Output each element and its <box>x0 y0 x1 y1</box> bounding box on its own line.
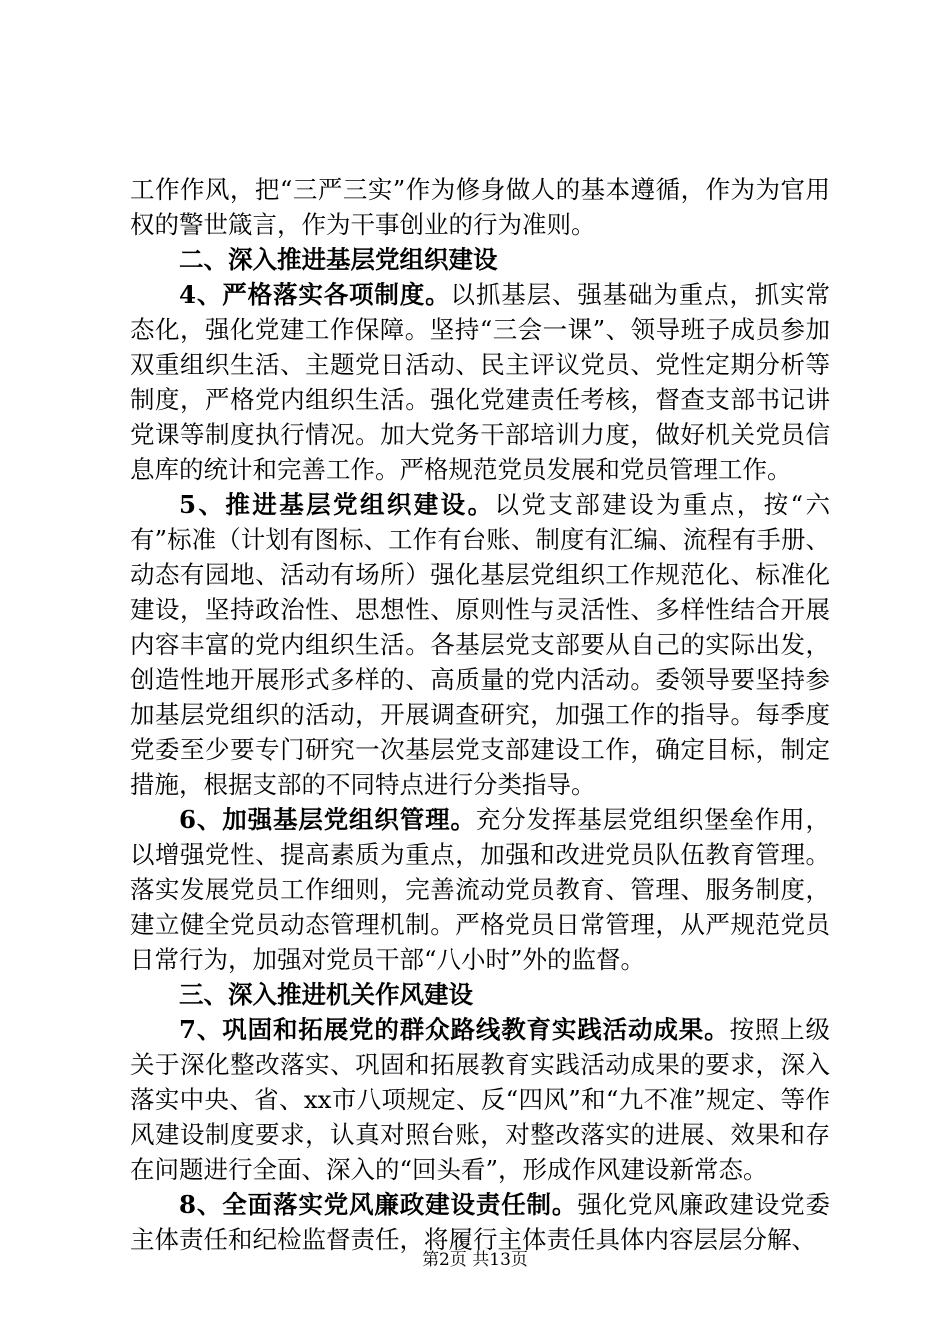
item-lead: 4、严格落实各项制度。 <box>179 280 451 309</box>
paragraph-continuation <box>130 172 830 242</box>
paragraph-text: 强化党风廉政建设党委主体责任和纪检监督责任，将履行主体责任具体内容层层分解、 <box>130 1190 831 1254</box>
section-heading-3 <box>130 977 830 1012</box>
item-lead: 6、加强基层党组织管理。 <box>179 805 476 834</box>
document-body <box>130 172 830 1257</box>
paragraph-item-7 <box>130 1012 830 1187</box>
paragraph-text: 充分发挥基层党组织堡垒作用，以增强党性、提高素质为重点，加强和改进党员队伍教育管理。落实发展党员工作细则，完善流动党员教育、管理、服务制度，建立健全党员动态管理机制。严格党员日常管理，从严规范党员日常行为，加强对党员干部“八小时”外的监督。 <box>130 805 830 974</box>
item-lead: 7、巩固和拓展党的群众路线教育实践活动成果。 <box>179 1015 730 1044</box>
paragraph-item-5 <box>130 487 830 802</box>
heading-text: 二、深入推进基层党组织建设 <box>179 245 498 274</box>
paragraph-text: 工作作风，把“三严三实”作为修身做人的基本遵循，作为为官用权的警世箴言，作为干事创业的行为准则。 <box>130 175 830 239</box>
paragraph-item-4 <box>130 277 830 487</box>
item-lead: 8、全面落实党风廉政建设责任制。 <box>179 1190 578 1219</box>
page-footer: 第2页 共13页 <box>422 1250 528 1270</box>
paragraph-text: 以党支部建设为重点，按“六有”标准（计划有图标、工作有台账、制度有汇编、流程有手册、动态有园地、活动有场所）强化基层党组织工作规范化、标准化建设，坚持政治性、思想性、原则性与灵活性、多样性结合开展内容丰富的党内组织生活。各基层党支部要从自己的实际出发，创造性地开展形式多样的、高质量的党内活动。委领导要坚持参加基层党组织的活动，开展调查研究，加强工作的指导。每季度党委至少要专门研究一次基层党支部建设工作，确定目标，制定措施，根据支部的不同特点进行分类指导。 <box>130 490 831 799</box>
paragraph-item-6 <box>130 802 830 977</box>
paragraph-text: 按照上级关于深化整改落实、巩固和拓展教育实践活动成果的要求，深入落实中央、省、xx市八项规定、反“四风”和“九不准”规定、等作风建设制度要求，认真对照台账，对整改落实的进展、效果和存在问题进行全面、深入的“回头看”，形成作风建设新常态。 <box>130 1015 831 1184</box>
section-heading-2 <box>130 242 830 277</box>
heading-text: 三、深入推进机关作风建设 <box>179 980 473 1009</box>
item-lead: 5、推进基层党组织建设。 <box>179 490 495 519</box>
paragraph-text: 以抓基层、强基础为重点，抓实常态化，强化党建工作保障。坚持“三会一课”、领导班子成员参加双重组织生活、主题党日活动、民主评议党员、党性定期分析等制度，严格党内组织生活。强化党建责任考核，督查支部书记讲党课等制度执行情况。加大党务干部培训力度，做好机关党员信息库的统计和完善工作。严格规范党员发展和党员管理工作。 <box>130 280 831 484</box>
